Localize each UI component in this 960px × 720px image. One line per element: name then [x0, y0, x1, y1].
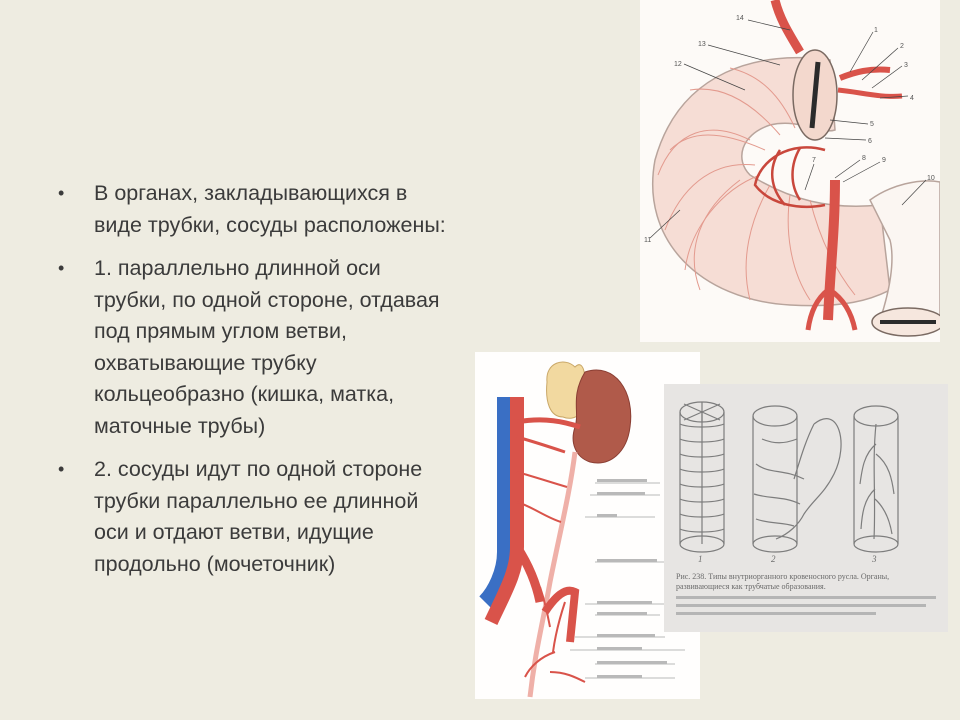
panel-number-2: 2	[771, 554, 776, 564]
label-10: 10	[927, 175, 935, 182]
label-6: 6	[868, 138, 872, 145]
bullet-list	[58, 178, 458, 592]
label-4: 4	[910, 95, 914, 102]
bullet-item	[58, 178, 458, 241]
bullet-text: 1. параллельно длинной оси трубки, по одной стороне, отдавая под прямым углом ветви, охватывающие трубку кольцеобразно (кишка, матка, маточные трубы)	[94, 256, 440, 438]
vascular-types-illustration	[664, 384, 948, 632]
bullet-dot-icon: •	[58, 183, 65, 203]
panel-number-3: 3	[872, 554, 877, 564]
label-3: 3	[904, 62, 908, 69]
panel-number-1: 1	[698, 554, 703, 564]
label-11: 11	[644, 237, 652, 244]
label-5: 5	[870, 121, 874, 128]
bullet-dot-icon: •	[58, 459, 65, 479]
label-8: 8	[862, 155, 866, 162]
label-9: 9	[882, 157, 886, 164]
bullet-dot-icon: •	[58, 258, 65, 278]
label-7: 7	[812, 157, 816, 164]
label-12: 12	[674, 61, 682, 68]
label-14: 14	[736, 15, 744, 22]
figure-caption: Рис. 238. Типы внутриорганного кровеносного русла. Органы, развивающиеся как трубчатые образования.	[676, 572, 890, 591]
label-1: 1	[874, 27, 878, 34]
bullet-text: В органах, закладывающихся в виде трубки, сосуды расположены:	[94, 181, 446, 237]
bullet-item	[58, 253, 458, 442]
duodenum-vessels-illustration	[640, 0, 940, 342]
label-13: 13	[698, 41, 706, 48]
bullet-item	[58, 454, 458, 580]
label-2: 2	[900, 43, 904, 50]
bullet-text: 2. сосуды идут по одной стороне трубки параллельно ее длинной оси и отдают ветви, идущие продольно (мочеточник)	[94, 457, 423, 576]
